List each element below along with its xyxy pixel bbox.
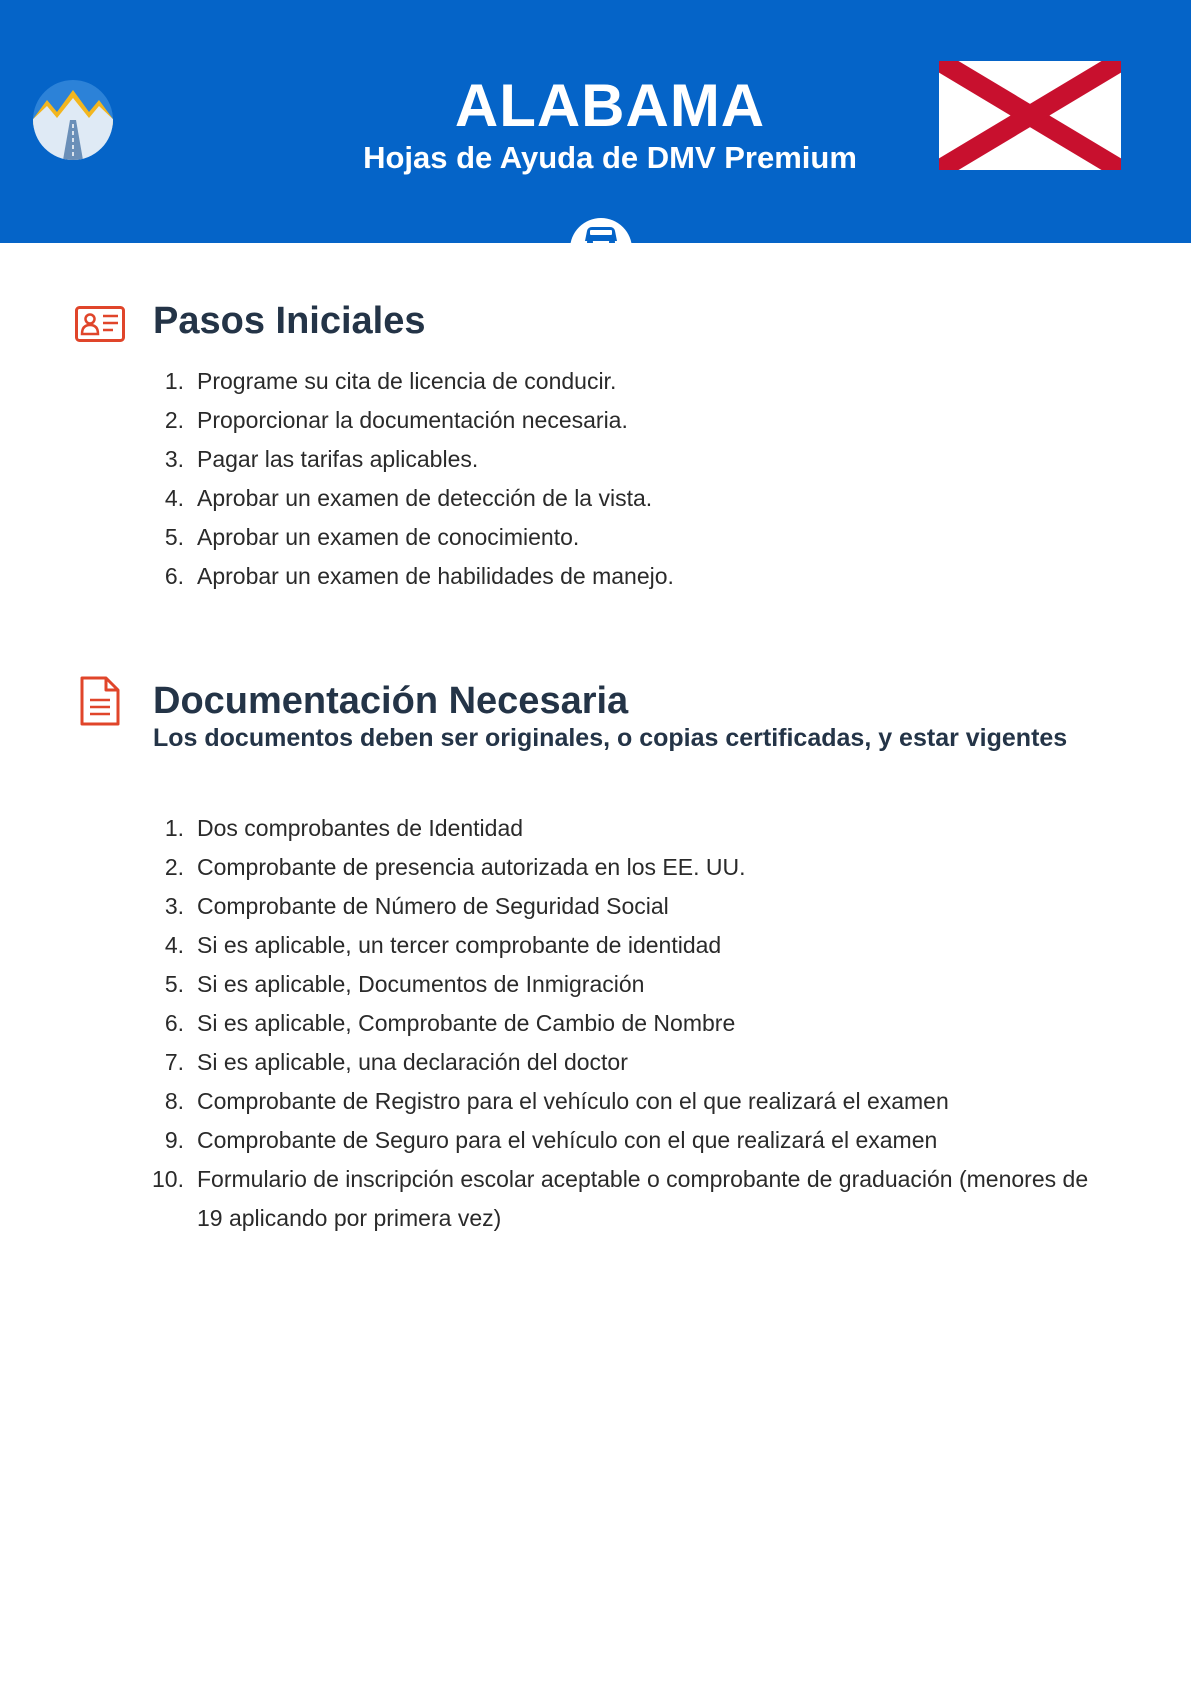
list-number: 1. — [164, 368, 184, 394]
list-number: 8. — [164, 1088, 184, 1114]
list-item — [0, 1004, 1107, 1043]
list-item — [0, 809, 1107, 848]
list-item — [0, 1082, 1107, 1121]
list-item — [0, 440, 1107, 479]
list-text: Aprobar un examen de habilidades de manejo. — [197, 563, 674, 589]
state-title: ALABAMA — [454, 72, 766, 139]
list-text: Si es aplicable, un tercer comprobante de identidad — [197, 932, 722, 958]
list-item — [0, 557, 1107, 596]
list-item — [0, 926, 1107, 965]
list-number: 4. — [164, 485, 184, 511]
list-number: 6. — [164, 563, 184, 589]
section-title-documentacion: Documentación Necesaria — [153, 680, 629, 722]
list-number: 6. — [164, 1010, 184, 1036]
list-number: 5. — [164, 524, 184, 550]
list-number: 3. — [164, 893, 184, 919]
list-item — [0, 1160, 1107, 1238]
list-text: Si es aplicable, Documentos de Inmigración — [197, 971, 645, 997]
list-text: Comprobante de Seguro para el vehículo con el que realizará el examen — [197, 1127, 938, 1153]
list-text: Proporcionar la documentación necesaria. — [197, 407, 628, 433]
document-icon — [80, 676, 120, 726]
list-item — [0, 1043, 1107, 1082]
section-subtitle: Los documentos deben ser originales, o copias certificadas, y estar vigentes — [153, 724, 1068, 752]
list-text: Dos comprobantes de Identidad — [197, 815, 524, 841]
list-text: Si es aplicable, una declaración del doctor — [197, 1049, 628, 1075]
section-title-pasos-iniciales: Pasos Iniciales — [153, 300, 426, 342]
list-number: 1. — [164, 815, 184, 841]
list-number: 5. — [164, 971, 184, 997]
page-header — [0, 0, 1191, 243]
list-text: Comprobante de presencia autorizada en los EE. UU. — [197, 854, 746, 880]
steps-list — [0, 362, 1191, 596]
list-number: 9. — [164, 1127, 184, 1153]
mountain-road-logo-icon — [33, 80, 113, 160]
list-item — [0, 518, 1107, 557]
list-text: Si es aplicable, Comprobante de Cambio de Nombre — [197, 1010, 736, 1036]
list-text: Comprobante de Registro para el vehículo con el que realizará el examen — [197, 1088, 949, 1114]
list-item — [0, 479, 1107, 518]
list-text: Aprobar un examen de conocimiento. — [197, 524, 580, 550]
list-number: 3. — [164, 446, 184, 472]
list-text: Aprobar un examen de detección de la vista. — [197, 485, 653, 511]
alabama-flag-icon — [939, 61, 1121, 170]
list-text: Programe su cita de licencia de conducir. — [197, 368, 617, 394]
list-number: 7. — [164, 1049, 184, 1075]
documents-list — [0, 809, 1191, 1238]
list-number: 2. — [164, 407, 184, 433]
list-number: 4. — [164, 932, 184, 958]
list-item — [0, 965, 1107, 1004]
list-item — [0, 362, 1107, 401]
list-number: 10. — [152, 1166, 184, 1192]
id-card-icon — [75, 306, 125, 342]
list-item — [0, 848, 1107, 887]
list-text: Pagar las tarifas aplicables. — [197, 446, 479, 472]
list-item — [0, 887, 1107, 926]
list-item — [0, 1121, 1107, 1160]
header-subtitle: Hojas de Ayuda de DMV Premium — [363, 140, 857, 175]
list-text: Comprobante de Número de Seguridad Social — [197, 893, 669, 919]
list-item — [0, 401, 1107, 440]
car-icon — [570, 218, 632, 243]
list-number: 2. — [164, 854, 184, 880]
list-text: Formulario de inscripción escolar aceptable o comprobante de graduación (menores de 19 aplicando por primera vez) — [197, 1166, 1089, 1231]
